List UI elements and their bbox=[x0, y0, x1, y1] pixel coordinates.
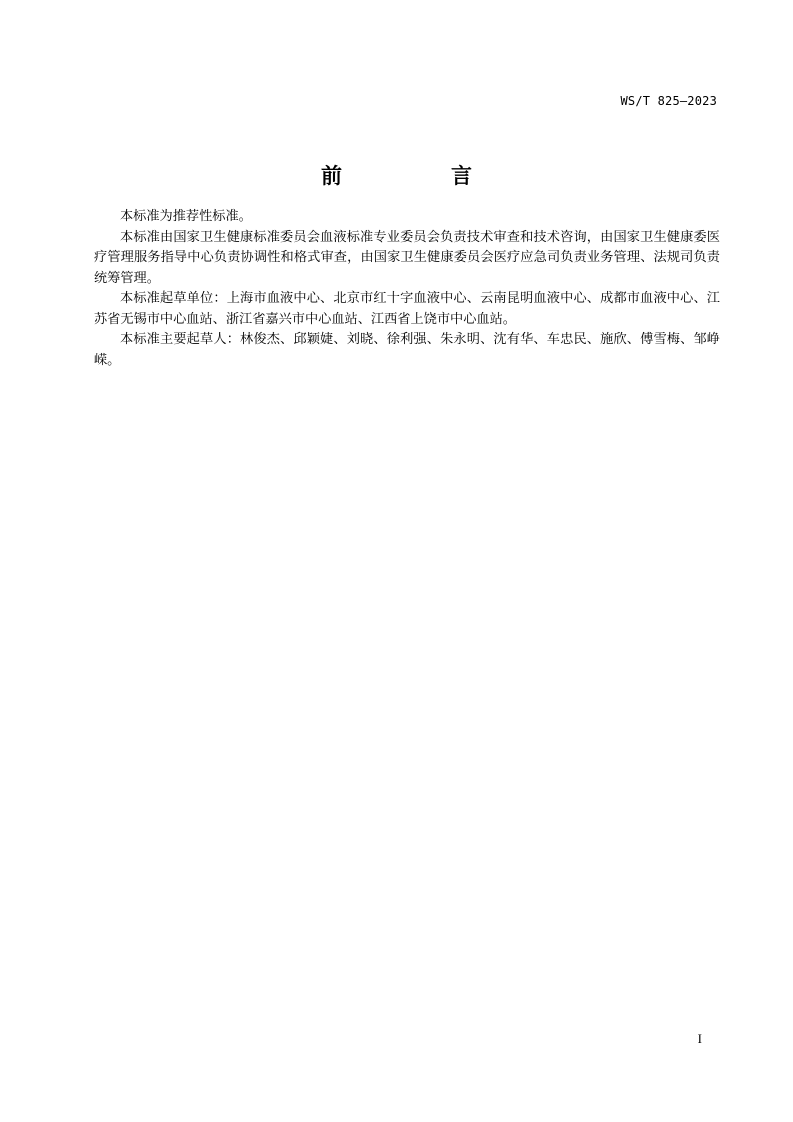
page-number: I bbox=[697, 1031, 702, 1046]
standard-code: WS/T 825—2023 bbox=[620, 94, 717, 108]
paragraph-main-drafters: 本标准主要起草人：林俊杰、邱颖婕、刘晓、徐利强、朱永明、沈有华、车忠民、施欣、傅雪梅、邹峥嵘。 bbox=[94, 332, 720, 368]
paragraph-review-management: 本标准由国家卫生健康标准委员会血液标准专业委员会负责技术审查和技术咨询，由国家卫生健康委医疗管理服务指导中心负责协调性和格式审查，由国家卫生健康委员会医疗应急司负责业务管理、法规司负责统筹管理。 bbox=[94, 229, 720, 286]
page-title: 前 言 bbox=[321, 164, 516, 188]
paragraph-drafting-units: 本标准起草单位：上海市血液中心、北京市红十字血液中心、云南昆明血液中心、成都市血液中心、江苏省无锡市中心血站、浙江省嘉兴市中心血站、江西省上饶市中心血站。 bbox=[94, 291, 720, 327]
foreword-body bbox=[94, 207, 720, 371]
paragraph-recommended-standard: 本标准为推荐性标准。 bbox=[120, 209, 252, 224]
